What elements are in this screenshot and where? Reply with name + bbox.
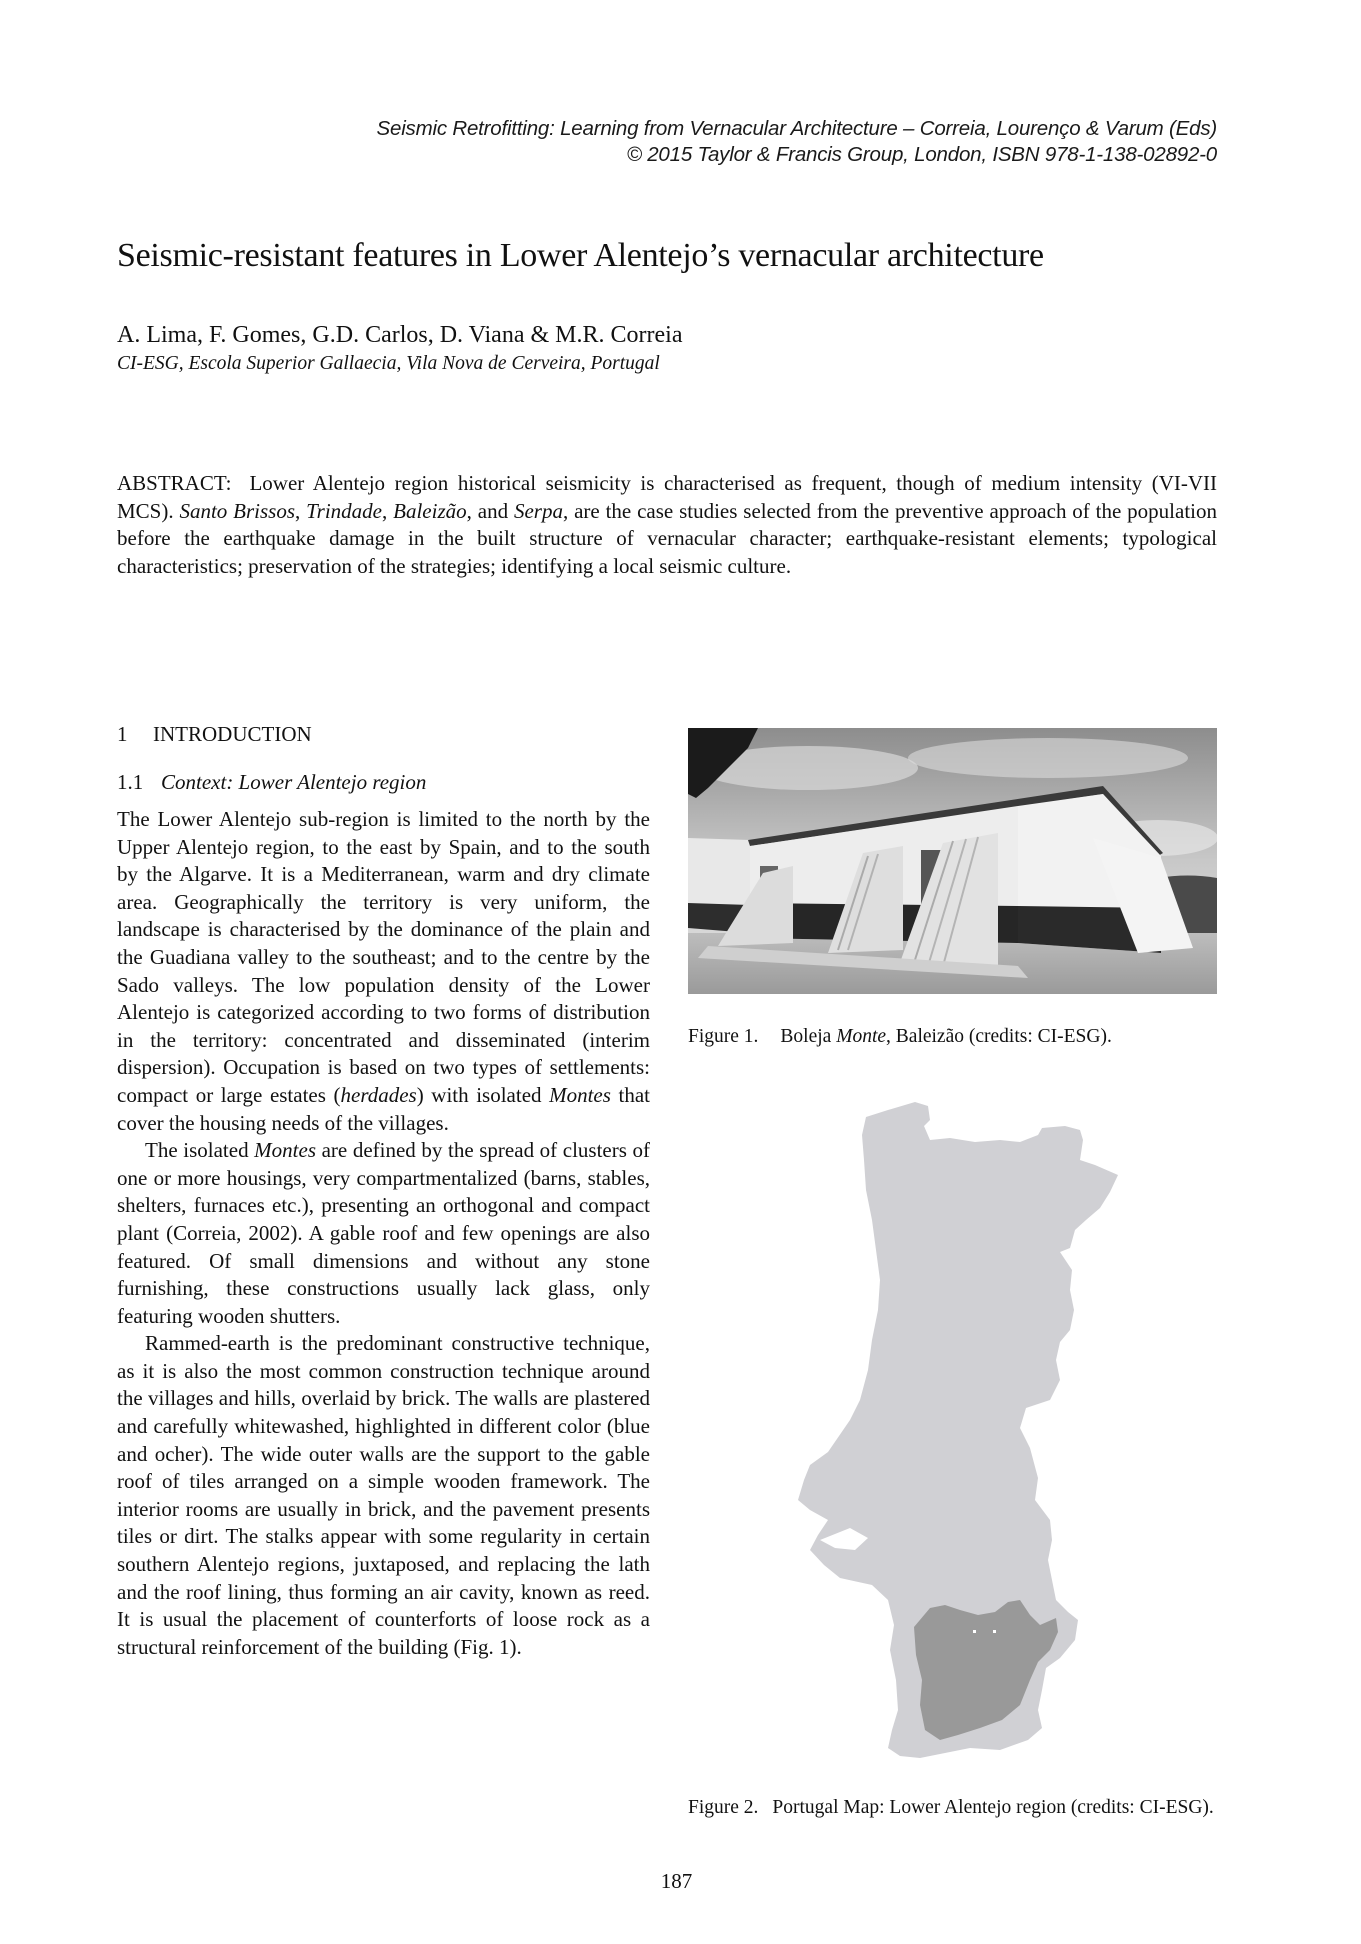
figure-1-photo [688,728,1217,994]
location-marker [973,1630,976,1633]
separator: , and [466,498,514,523]
caption-text: Boleja [780,1026,837,1047]
portugal-map [780,1080,1120,1780]
paragraph: Rammed-earth is the predominant constructive technique, as it is also the most common construction technique around the villages and hills, overlaid by brick. The walls are plastered and carefully whitewashed, highlighted in different color (blue and ocher). The wide outer walls are the support to the gable roof of tiles arranged on a simple wooden framework. The interior rooms are usually in brick, and the pavement presents tiles or dirt. The stalks appear with some regularity in certain southern Alentejo regions, juxtaposed, and replacing the lath and the roof lining, thus forming an air cavity, known as reed. It is usual the placement of counterforts of loose rock as a structural reinforcement of the building (Fig. 1). [117,1331,650,1659]
case-study-name: Santo Brissos [179,498,296,523]
page-number [0,1868,1361,1894]
caption-italic-term: Monte [836,1026,887,1047]
abstract-text: Lower Alentejo region historical seismicity is characterised as frequent, though of medium intensity (VI-VII MCS). [117,471,1217,523]
subsection-heading-context [117,768,650,796]
author-list: A. Lima, F. Gomes, G.D. Carlos, D. Viana & M.R. Correia [117,322,683,348]
figure-2-caption [688,1795,1218,1821]
figure-label: Figure 2. [688,1797,759,1818]
figure-1-caption [688,1024,1218,1050]
left-column [117,720,650,1661]
text-run: The isolated [145,1138,255,1163]
case-study-name: Serpa [513,498,563,523]
case-study-name: Trindade [306,498,383,523]
case-study-name: Baleizão [393,498,467,523]
italic-term: Montes [549,1082,611,1107]
paragraph [117,806,650,1137]
separator: , [382,498,394,523]
caption-text: Portugal Map: Lower Alentejo region (credits: CI-ESG). [772,1797,1214,1818]
paragraph [117,1137,650,1330]
running-header-copyright: © 2015 Taylor & Francis Group, London, ISBN 978-1-138-02892-0 [626,143,1217,166]
italic-term: Montes [254,1138,316,1163]
section-title: INTRODUCTION [153,722,312,746]
text-run: The Lower Alentejo sub-region is limited to the north by the Upper Alentejo region, to the east by Spain, and to the south by the Algarve. It is a Mediterranean, warm and dry climate area. Geographically the territory is very uniform, the landscape is characterised by the dominance of the plain and the Guadiana valley to the southeast; and to the centre by the Sado valleys. The low population density of the Lower Alentejo is categorized according to two forms of distribution in the territory: concentrated and disseminated (interim dispersion). Occupation is based on two types of settlements: compact or large estates ( [117,807,650,1107]
page-number-value: 187 [660,1869,693,1893]
building-photo-illustration [688,728,1217,994]
author-affiliation: CI-ESG, Escola Superior Gallaecia, Vila Nova de Cerveira, Portugal [117,353,660,374]
paper-title: Seismic-resistant features in Lower Alentejo’s vernacular architecture [117,237,1044,274]
figure-2-map [780,1080,1120,1780]
abstract [117,470,1217,580]
abstract-label: ABSTRACT: [117,471,232,495]
section-number: 1 [117,722,128,746]
italic-term: herdades [340,1082,417,1107]
subsection-title: Context: Lower Alentejo region [161,770,427,794]
section-heading-introduction [117,720,650,748]
text-run: are defined by the spread of clusters of one or more housings, very compartmentalized (barns, stables, shelters, furnaces etc.), presenting an orthogonal and compact plant (Correia, 2002). A gable roof and few openings are also featured. Of small dimensions and without any stone furnishing, these constructions usually lack glass, only featuring wooden shutters. [117,1138,651,1328]
caption-text: , Baleizão (credits: CI-ESG). [886,1026,1112,1047]
separator: , [295,498,307,523]
abstract-text: , are the case studies selected from the preventive approach of the population before the earthquake damage in the built structure of vernacular character; earthquake-resistant elements; typological characteristics; preservation of the strategies; identifying a local seismic culture. [117,498,1218,578]
text-run: that cover the housing needs of the villages. [117,1082,650,1135]
body-text [117,806,650,1661]
subsection-number: 1.1 [117,770,144,794]
running-header-book-title: Seismic Retrofitting: Learning from Vernacular Architecture – Correia, Lourenço & Varum (Eds) [376,117,1217,140]
figure-label: Figure 1. [688,1026,759,1047]
location-marker [993,1630,996,1633]
running-header [180,116,1217,168]
text-run: ) with isolated [416,1082,550,1107]
